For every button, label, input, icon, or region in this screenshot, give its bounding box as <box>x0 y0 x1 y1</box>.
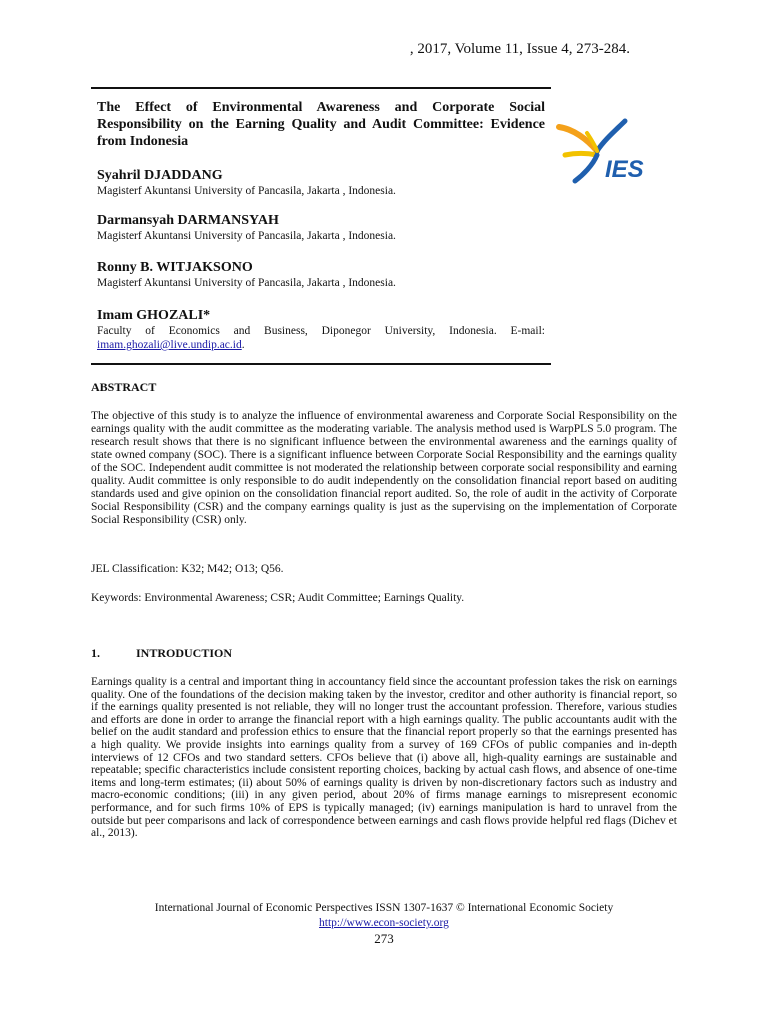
section-heading <box>91 647 677 661</box>
page-number: 273 <box>374 931 394 946</box>
bottom-rule <box>91 363 551 365</box>
author-block <box>97 212 545 243</box>
abstract-text: The objective of this study is to analyze the influence of environmental awareness and Corporate Social Responsibility on the earnings quality with the audit committee as the moderating variable. The analysis method used is WarpPLS 5.0 program. The research result shows that there is no significant influence between the environmental awareness and the earnings quality of state owned company (SOC). There is a significant influence between Corporate Social Responsibility and the earnings quality of the SOC. Independent audit committee is not moderated the relationship between corporate social responsibility and earning quality. Audit committee is only responsible to do audit independently on the consolidation financial report based on auditing standards used and give opinion on the consolidation financial report audited. So, the role of audit in the activity of Corporate Social Responsibility (CSR) and the company earnings quality is just as the supervising on the implementation of Corporate Social Responsibility (CSR) only. <box>91 410 677 526</box>
society-url-link[interactable]: http://www.econ-society.org <box>319 917 449 929</box>
abstract-heading-text: ABSTRACT <box>91 380 157 394</box>
author-block <box>97 307 545 352</box>
author-affiliation: Magisterf Akuntansi University of Pancasila, Jakarta , Indonesia. <box>97 185 396 197</box>
author-name: Syahril DJADDANG <box>97 168 223 183</box>
ies-logo-icon <box>553 115 673 190</box>
author-affiliation: Magisterf Akuntansi University of Pancasila, Jakarta , Indonesia. <box>97 277 396 289</box>
author-name: Ronny B. WITJAKSONO <box>97 260 253 275</box>
author-block <box>97 259 545 290</box>
abstract-heading <box>91 381 677 395</box>
paper-title: The Effect of Environmental Awareness and Corporate Social Responsibility on the Earning Quality and Audit Committee: Evidence from Indonesia <box>97 100 545 149</box>
section-title: INTRODUCTION <box>136 646 233 660</box>
journal-citation: , 2017, Volume 11, Issue 4, 273-284. <box>409 41 630 57</box>
logo-text: IES <box>605 156 644 183</box>
author-affiliation: Faculty of Economics and Business, Diponegor University, Indonesia. E-mail: <box>97 325 545 337</box>
introduction-text: Earnings quality is a central and important thing in accountancy field since the accountant profession takes the risk on earnings quality. One of the foundations of the decision making taken by the investor, creditor and other authority is financial report, so if the earnings quality presented is not reliable, they will no longer trust the accountant profession. Therefore, various studies and efforts are done in order to arrange the financial report with a high earnings quality. The public accountants audit with the belief on the audit standard and profession ethics to ensure that the financial report properly so that the earnings presented has a high quality. We provide insights into earnings quality from a survey of 169 CFOs of public companies and in-depth interviews of 12 CFOs and two standard setters. CFOs believe that (i) above all, high-quality earnings are sustainable and repeatable; specific characteristics include consistent reporting choices, backing by actual cash flows, and absence of one-time items and long-term estimates; (ii) about 50% of earnings quality is driven by non-discretionary factors such as industry and macro-economic conditions; (iii) in any given period, about 20% of firms manage earnings to misrepresent economic performance, and for such firms 10% of EPS is typically managed; (iv) earnings manipulation is hard to unravel from the outside but peer comparisons and lack of correspondence between earnings and cash flows provide helpful red flags (Dichev et al., 2013). <box>91 676 677 840</box>
author-name: Imam GHOZALI* <box>97 308 211 323</box>
keywords: Keywords: Environmental Awareness; CSR; Audit Committee; Earnings Quality. <box>91 592 465 604</box>
jel-classification: JEL Classification: K32; M42; O13; Q56. <box>91 563 284 575</box>
top-rule <box>91 87 551 89</box>
author-affiliation: Magisterf Akuntansi University of Pancasila, Jakarta , Indonesia. <box>97 230 396 242</box>
affiliation-end: . <box>241 339 245 351</box>
journal-footer: International Journal of Economic Perspectives ISSN 1307-1637 © International Economic Society <box>154 902 614 914</box>
ies-logo <box>553 115 673 190</box>
author-email-link[interactable]: imam.ghozali@live.undip.ac.id <box>97 339 242 351</box>
author-block <box>97 167 545 198</box>
author-name: Darmansyah DARMANSYAH <box>97 213 279 228</box>
section-number: 1. <box>91 646 100 660</box>
